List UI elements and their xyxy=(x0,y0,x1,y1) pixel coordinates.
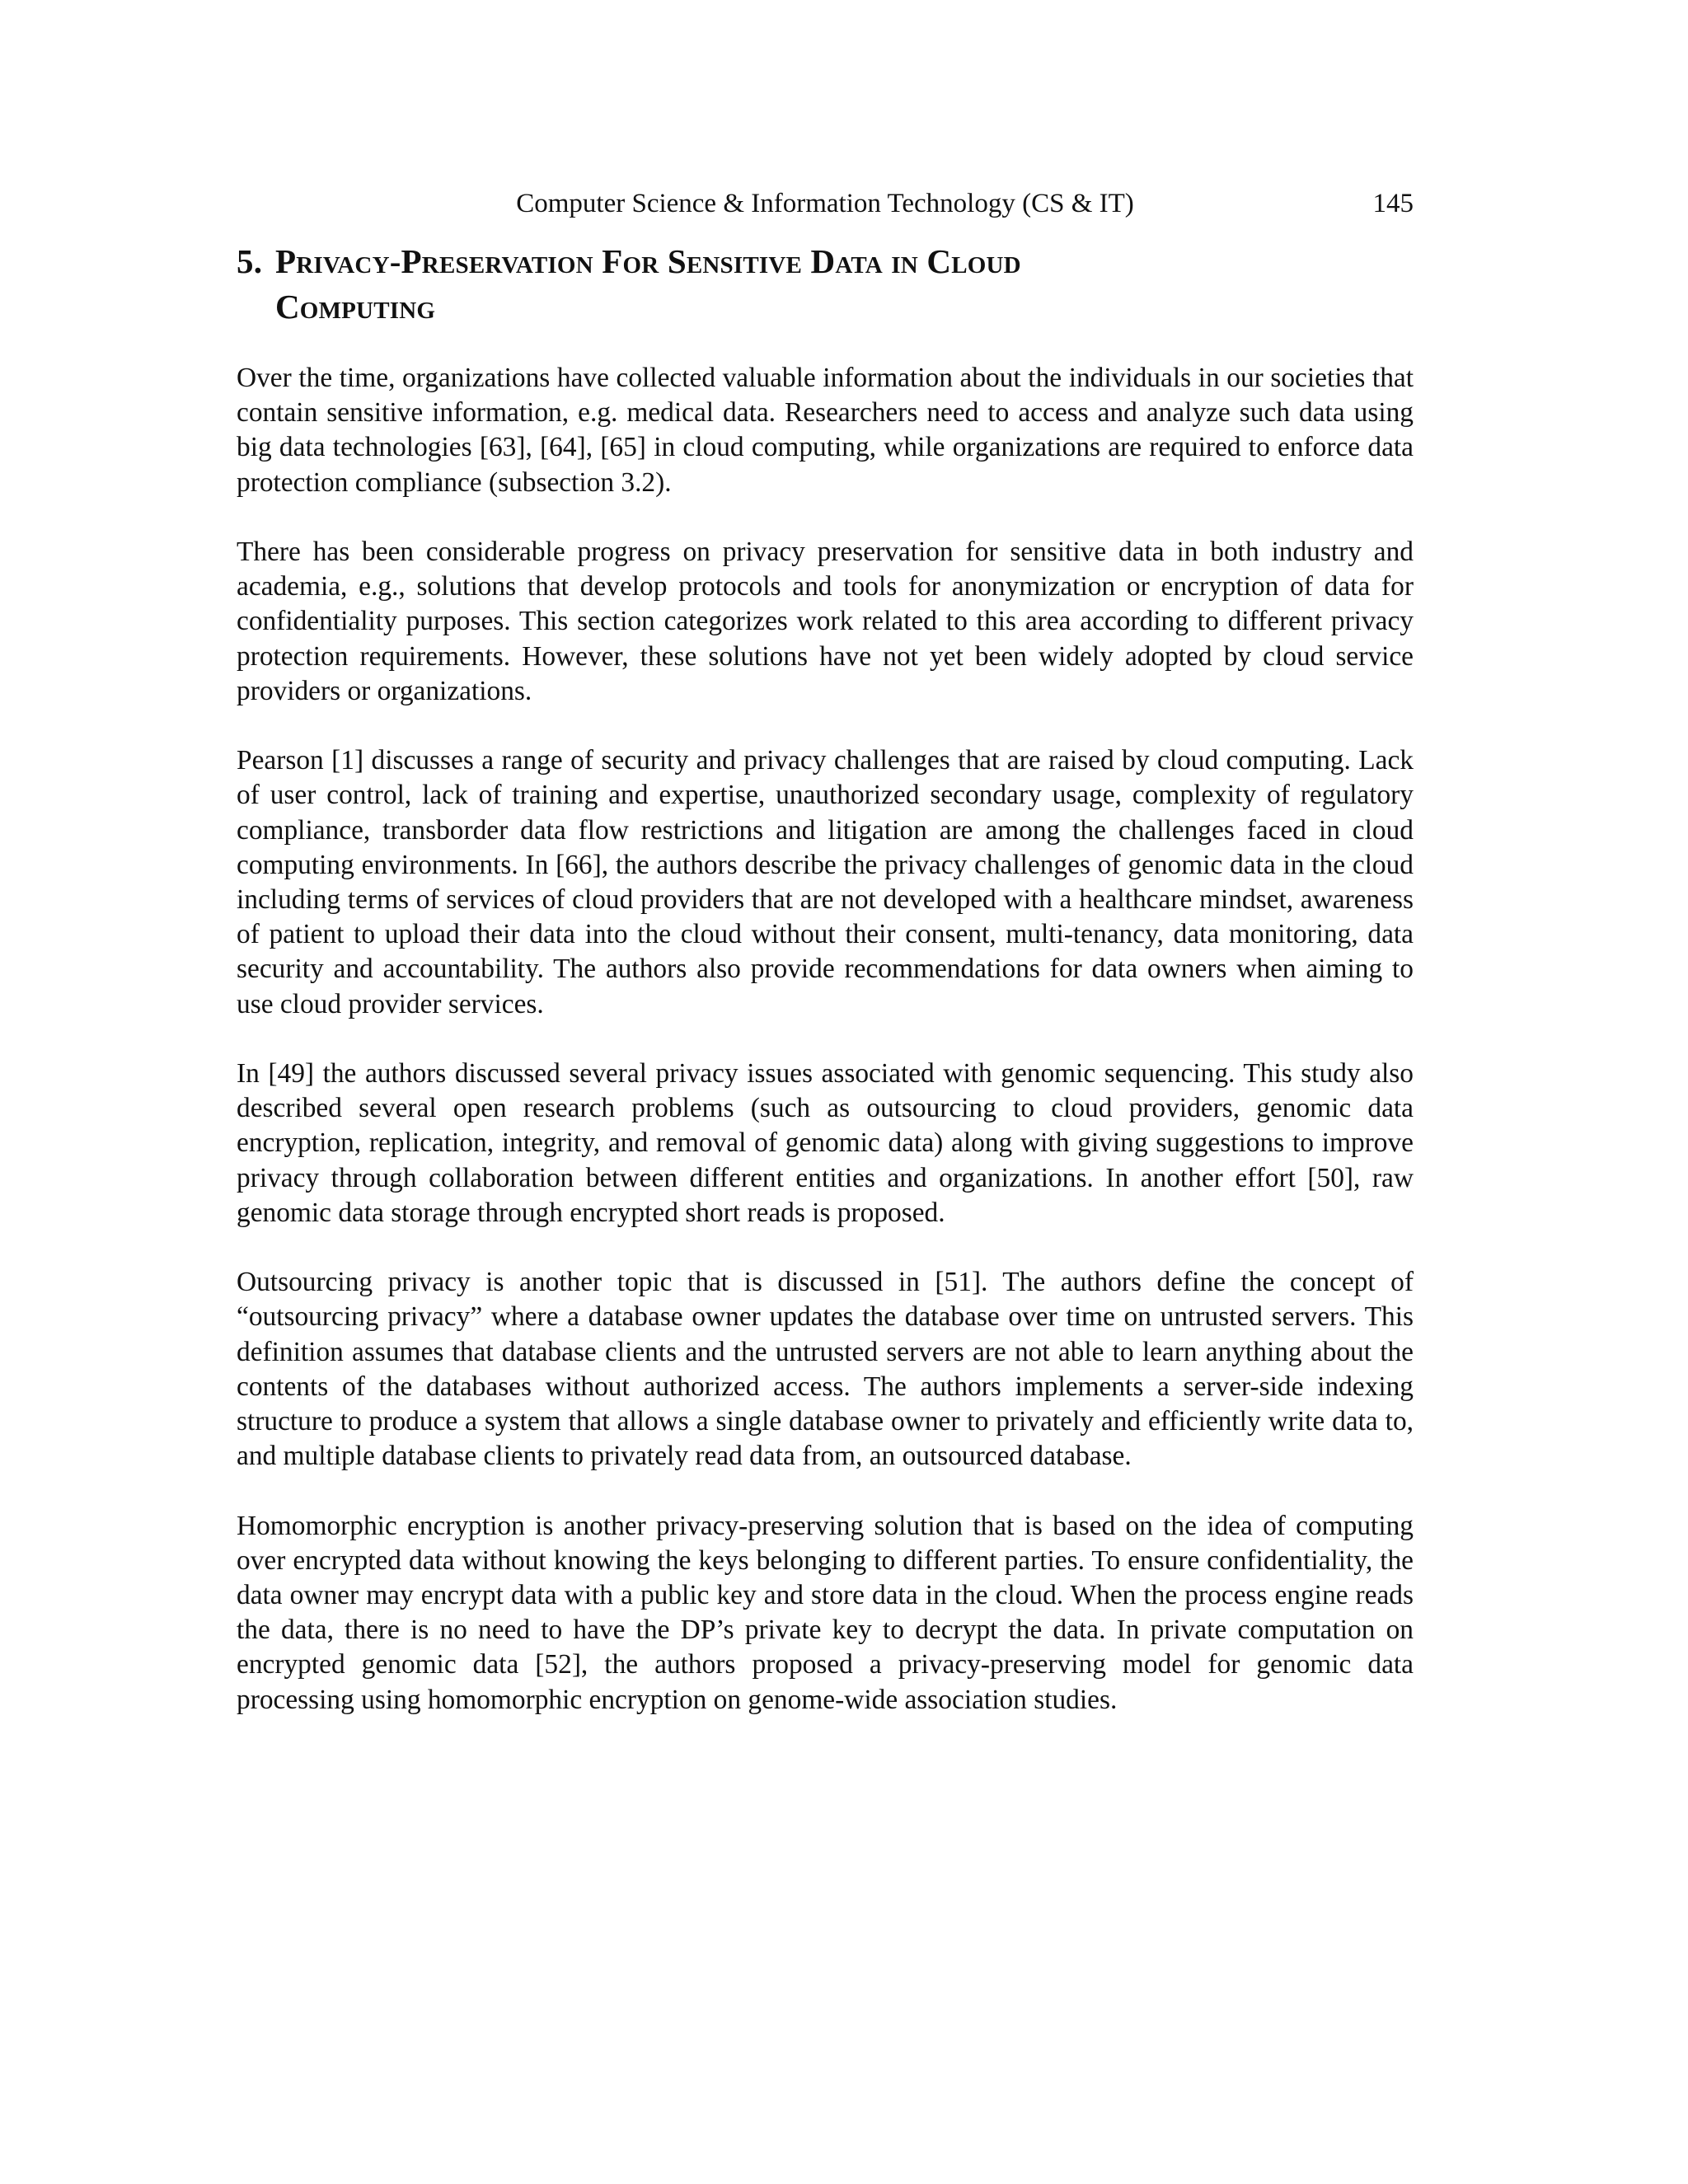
running-header xyxy=(237,185,1414,222)
paragraph: In [49] the authors discussed several privacy issues associated with genomic sequencing. This study also described several open research problems (such as outsourcing to cloud providers, genomic data encryption, replication, integrity, and removal of genomic data) along with giving suggestions to improve privacy through collaboration between different entities and organizations. In another effort [50], raw genomic data storage through encrypted short reads is proposed. xyxy=(237,1058,1414,1228)
paragraph: There has been considerable progress on privacy preservation for sensitive data in both industry and academia, e.g., solutions that develop protocols and tools for anonymization or encryption of data for confidentiality purposes. This section categorizes work related to this area according to different privacy protection requirements. However, these solutions have not yet been widely adopted by cloud service providers or organizations. xyxy=(237,537,1414,706)
paragraph: Homomorphic encryption is another privacy-preserving solution that is based on the idea of computing over encrypted data without knowing the keys belonging to different parties. To ensure confidentiality, the data owner may encrypt data with a public key and store data in the cloud. When the process engine reads the data, there is no need to have the DP’s private key to decrypt the data. In private computation on encrypted genomic data [52], the authors proposed a privacy-preserving model for genomic data processing using homomorphic encryption on genome-wide association studies. xyxy=(237,1510,1414,1715)
section-number: 5. xyxy=(237,242,263,280)
journal-title: Computer Science & Information Technology (CS & IT) xyxy=(516,189,1134,218)
section-title-line2: Computing xyxy=(275,288,436,326)
paragraph: Outsourcing privacy is another topic that is discussed in [51]. The authors define the concept of “outsourcing privacy” where a database owner updates the database over time on untrusted servers. This definition assumes that database clients and the untrusted servers are not able to learn anything about the contents of the databases without authorized access. The authors implements a server-side indexing structure to produce a system that allows a single database owner to privately and efficiently write data to, and multiple database clients to privately read data from, an outsourced database. xyxy=(237,1267,1414,1472)
paragraph: Pearson [1] discusses a range of security and privacy challenges that are raised by cloud computing. Lack of user control, lack of training and expertise, unauthorized secondary usage, complexity of regulatory compliance, transborder data flow restrictions and litigation are among the challenges faced in cloud computing environments. In [66], the authors describe the privacy challenges of genomic data in the cloud including terms of services of cloud providers that are not developed with a healthcare mindset, awareness of patient to upload their data into the cloud without their consent, multi-tenancy, data monitoring, data security and accountability. The authors also provide recommendations for data owners when aiming to use cloud provider services. xyxy=(237,745,1414,1019)
section-heading xyxy=(237,239,1414,330)
page-number: 145 xyxy=(1372,189,1414,218)
body-text xyxy=(237,361,1414,1752)
section-title-line1: Privacy-Preservation For Sensitive Data in Cloud xyxy=(275,242,1021,280)
paragraph: Over the time, organizations have collected valuable information about the individuals in our societies that contain sensitive information, e.g. medical data. Researchers need to access and analyze such data using big data technologies [63], [64], [65] in cloud computing, while organizations are required to enforce data protection compliance (subsection 3.2). xyxy=(237,363,1414,498)
